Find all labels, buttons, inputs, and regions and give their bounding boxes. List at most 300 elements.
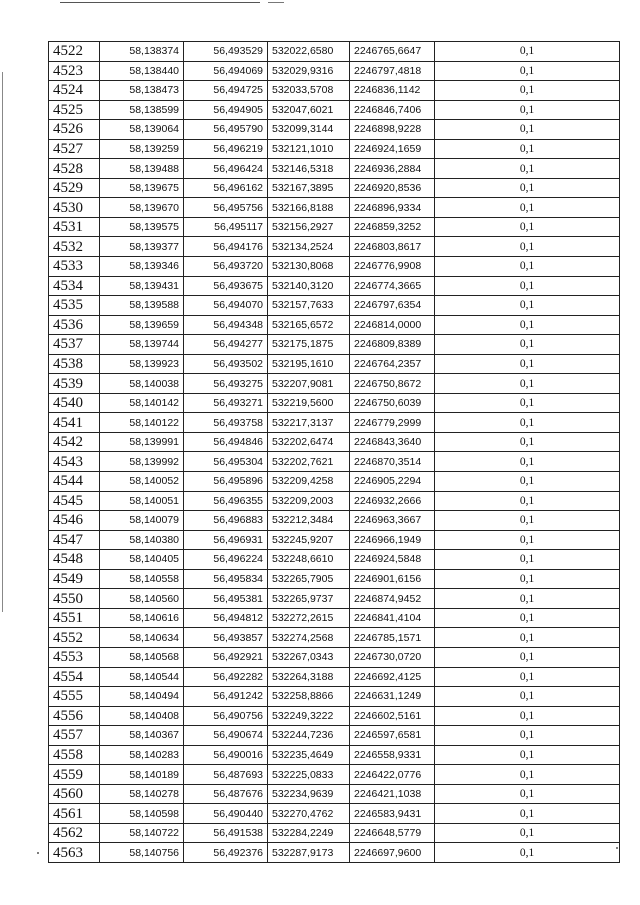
point-number-cell: 4532 <box>49 237 100 257</box>
point-number-cell: 4541 <box>49 413 100 433</box>
latitude-cell: 58,140756 <box>100 843 184 863</box>
table-row <box>49 491 620 511</box>
x-coordinate-cell: 532202,6474 <box>268 432 350 452</box>
table-row <box>49 784 620 804</box>
table-row <box>49 198 620 218</box>
accuracy-cell: 0,1 <box>435 628 620 648</box>
table-row <box>49 61 620 81</box>
longitude-cell: 56,492282 <box>184 667 268 687</box>
x-coordinate-cell: 532217,3137 <box>268 413 350 433</box>
point-number-cell: 4557 <box>49 726 100 746</box>
accuracy-cell: 0,1 <box>435 843 620 863</box>
table-row <box>49 100 620 120</box>
y-coordinate-cell: 2246836,1142 <box>350 81 435 101</box>
latitude-cell: 58,140278 <box>100 784 184 804</box>
latitude-cell: 58,140051 <box>100 491 184 511</box>
latitude-cell: 58,140283 <box>100 745 184 765</box>
latitude-cell: 58,140408 <box>100 706 184 726</box>
x-coordinate-cell: 532175,1875 <box>268 335 350 355</box>
latitude-cell: 58,140634 <box>100 628 184 648</box>
table-row <box>49 823 620 843</box>
point-number-cell: 4556 <box>49 706 100 726</box>
y-coordinate-cell: 2246697,9600 <box>350 843 435 863</box>
y-coordinate-cell: 2246803,8617 <box>350 237 435 257</box>
latitude-cell: 58,139659 <box>100 315 184 335</box>
latitude-cell: 58,139346 <box>100 257 184 277</box>
point-number-cell: 4539 <box>49 374 100 394</box>
table-row <box>49 354 620 374</box>
latitude-cell: 58,140598 <box>100 804 184 824</box>
accuracy-cell: 0,1 <box>435 276 620 296</box>
point-number-cell: 4561 <box>49 804 100 824</box>
y-coordinate-cell: 2246932,2666 <box>350 491 435 511</box>
accuracy-cell: 0,1 <box>435 315 620 335</box>
x-coordinate-cell: 532267,0343 <box>268 647 350 667</box>
latitude-cell: 58,140616 <box>100 608 184 628</box>
point-number-cell: 4530 <box>49 198 100 218</box>
point-number-cell: 4560 <box>49 784 100 804</box>
y-coordinate-cell: 2246814,0000 <box>350 315 435 335</box>
point-number-cell: 4559 <box>49 765 100 785</box>
x-coordinate-cell: 532245,9207 <box>268 530 350 550</box>
latitude-cell: 58,139675 <box>100 178 184 198</box>
accuracy-cell: 0,1 <box>435 61 620 81</box>
longitude-cell: 56,491242 <box>184 687 268 707</box>
longitude-cell: 56,493675 <box>184 276 268 296</box>
longitude-cell: 56,495896 <box>184 472 268 492</box>
latitude-cell: 58,139670 <box>100 198 184 218</box>
x-coordinate-cell: 532157,7633 <box>268 296 350 316</box>
latitude-cell: 58,139575 <box>100 217 184 237</box>
point-number-cell: 4549 <box>49 569 100 589</box>
table-row <box>49 726 620 746</box>
latitude-cell: 58,140405 <box>100 550 184 570</box>
point-number-cell: 4537 <box>49 335 100 355</box>
table-row <box>49 687 620 707</box>
longitude-cell: 56,494812 <box>184 608 268 628</box>
x-coordinate-cell: 532212,3484 <box>268 511 350 531</box>
point-number-cell: 4546 <box>49 511 100 531</box>
x-coordinate-cell: 532225,0833 <box>268 765 350 785</box>
latitude-cell: 58,138599 <box>100 100 184 120</box>
y-coordinate-cell: 2246936,2884 <box>350 159 435 179</box>
accuracy-cell: 0,1 <box>435 726 620 746</box>
accuracy-cell: 0,1 <box>435 491 620 511</box>
table-row <box>49 335 620 355</box>
x-coordinate-cell: 532167,3895 <box>268 178 350 198</box>
point-number-cell: 4529 <box>49 178 100 198</box>
latitude-cell: 58,140494 <box>100 687 184 707</box>
x-coordinate-cell: 532099,3144 <box>268 120 350 140</box>
scan-artifact-dash <box>268 2 284 3</box>
y-coordinate-cell: 2246785,1571 <box>350 628 435 648</box>
table-row <box>49 530 620 550</box>
table-row <box>49 276 620 296</box>
longitude-cell: 56,494070 <box>184 296 268 316</box>
y-coordinate-cell: 2246905,2294 <box>350 472 435 492</box>
y-coordinate-cell: 2246809,8389 <box>350 335 435 355</box>
table-row <box>49 217 620 237</box>
point-number-cell: 4554 <box>49 667 100 687</box>
x-coordinate-cell: 532134,2524 <box>268 237 350 257</box>
coordinates-table-body <box>49 42 620 863</box>
latitude-cell: 58,139377 <box>100 237 184 257</box>
point-number-cell: 4542 <box>49 432 100 452</box>
y-coordinate-cell: 2246648,5779 <box>350 823 435 843</box>
point-number-cell: 4555 <box>49 687 100 707</box>
x-coordinate-cell: 532140,3120 <box>268 276 350 296</box>
longitude-cell: 56,490440 <box>184 804 268 824</box>
accuracy-cell: 0,1 <box>435 81 620 101</box>
y-coordinate-cell: 2246750,6039 <box>350 393 435 413</box>
longitude-cell: 56,495834 <box>184 569 268 589</box>
table-row <box>49 413 620 433</box>
x-coordinate-cell: 532202,7621 <box>268 452 350 472</box>
latitude-cell: 58,139744 <box>100 335 184 355</box>
longitude-cell: 56,493271 <box>184 393 268 413</box>
table-row <box>49 589 620 609</box>
table-row <box>49 511 620 531</box>
table-row <box>49 178 620 198</box>
x-coordinate-cell: 532249,3222 <box>268 706 350 726</box>
latitude-cell: 58,139588 <box>100 296 184 316</box>
accuracy-cell: 0,1 <box>435 139 620 159</box>
latitude-cell: 58,140189 <box>100 765 184 785</box>
x-coordinate-cell: 532234,9639 <box>268 784 350 804</box>
latitude-cell: 58,140380 <box>100 530 184 550</box>
y-coordinate-cell: 2246776,9908 <box>350 257 435 277</box>
longitude-cell: 56,490016 <box>184 745 268 765</box>
accuracy-cell: 0,1 <box>435 120 620 140</box>
longitude-cell: 56,493857 <box>184 628 268 648</box>
y-coordinate-cell: 2246870,3514 <box>350 452 435 472</box>
longitude-cell: 56,496355 <box>184 491 268 511</box>
accuracy-cell: 0,1 <box>435 335 620 355</box>
y-coordinate-cell: 2246966,1949 <box>350 530 435 550</box>
y-coordinate-cell: 2246631,1249 <box>350 687 435 707</box>
longitude-cell: 56,487693 <box>184 765 268 785</box>
table-row <box>49 452 620 472</box>
y-coordinate-cell: 2246841,4104 <box>350 608 435 628</box>
coordinates-table <box>48 41 620 863</box>
point-number-cell: 4552 <box>49 628 100 648</box>
table-row <box>49 237 620 257</box>
table-row <box>49 81 620 101</box>
y-coordinate-cell: 2246422,0776 <box>350 765 435 785</box>
longitude-cell: 56,496424 <box>184 159 268 179</box>
accuracy-cell: 0,1 <box>435 452 620 472</box>
y-coordinate-cell: 2246774,3665 <box>350 276 435 296</box>
point-number-cell: 4525 <box>49 100 100 120</box>
y-coordinate-cell: 2246924,5848 <box>350 550 435 570</box>
latitude-cell: 58,139064 <box>100 120 184 140</box>
latitude-cell: 58,140722 <box>100 823 184 843</box>
y-coordinate-cell: 2246692,4125 <box>350 667 435 687</box>
point-number-cell: 4563 <box>49 843 100 863</box>
y-coordinate-cell: 2246765,6647 <box>350 42 435 62</box>
longitude-cell: 56,496883 <box>184 511 268 531</box>
table-row <box>49 628 620 648</box>
point-number-cell: 4524 <box>49 81 100 101</box>
x-coordinate-cell: 532156,2927 <box>268 217 350 237</box>
table-row <box>49 647 620 667</box>
accuracy-cell: 0,1 <box>435 257 620 277</box>
x-coordinate-cell: 532195,1610 <box>268 354 350 374</box>
x-coordinate-cell: 532248,6610 <box>268 550 350 570</box>
latitude-cell: 58,140052 <box>100 472 184 492</box>
point-number-cell: 4531 <box>49 217 100 237</box>
y-coordinate-cell: 2246920,8536 <box>350 178 435 198</box>
y-coordinate-cell: 2246896,9334 <box>350 198 435 218</box>
accuracy-cell: 0,1 <box>435 374 620 394</box>
table-row <box>49 472 620 492</box>
x-coordinate-cell: 532284,2249 <box>268 823 350 843</box>
longitude-cell: 56,493758 <box>184 413 268 433</box>
latitude-cell: 58,139259 <box>100 139 184 159</box>
table-row <box>49 765 620 785</box>
y-coordinate-cell: 2246583,9431 <box>350 804 435 824</box>
point-number-cell: 4543 <box>49 452 100 472</box>
longitude-cell: 56,494846 <box>184 432 268 452</box>
accuracy-cell: 0,1 <box>435 608 620 628</box>
table-row <box>49 315 620 335</box>
point-number-cell: 4540 <box>49 393 100 413</box>
x-coordinate-cell: 532265,7905 <box>268 569 350 589</box>
point-number-cell: 4551 <box>49 608 100 628</box>
point-number-cell: 4533 <box>49 257 100 277</box>
point-number-cell: 4550 <box>49 589 100 609</box>
point-number-cell: 4547 <box>49 530 100 550</box>
scan-speck <box>37 852 39 854</box>
y-coordinate-cell: 2246421,1038 <box>350 784 435 804</box>
x-coordinate-cell: 532272,2615 <box>268 608 350 628</box>
x-coordinate-cell: 532209,4258 <box>268 472 350 492</box>
accuracy-cell: 0,1 <box>435 100 620 120</box>
x-coordinate-cell: 532146,5318 <box>268 159 350 179</box>
accuracy-cell: 0,1 <box>435 784 620 804</box>
x-coordinate-cell: 532209,2003 <box>268 491 350 511</box>
longitude-cell: 56,496219 <box>184 139 268 159</box>
longitude-cell: 56,493275 <box>184 374 268 394</box>
longitude-cell: 56,494725 <box>184 81 268 101</box>
latitude-cell: 58,139923 <box>100 354 184 374</box>
point-number-cell: 4545 <box>49 491 100 511</box>
point-number-cell: 4528 <box>49 159 100 179</box>
longitude-cell: 56,493720 <box>184 257 268 277</box>
table-row <box>49 139 620 159</box>
accuracy-cell: 0,1 <box>435 550 620 570</box>
scan-artifact-edge <box>2 72 3 612</box>
longitude-cell: 56,496931 <box>184 530 268 550</box>
longitude-cell: 56,495756 <box>184 198 268 218</box>
accuracy-cell: 0,1 <box>435 354 620 374</box>
accuracy-cell: 0,1 <box>435 413 620 433</box>
accuracy-cell: 0,1 <box>435 804 620 824</box>
x-coordinate-cell: 532166,8188 <box>268 198 350 218</box>
accuracy-cell: 0,1 <box>435 393 620 413</box>
latitude-cell: 58,140568 <box>100 647 184 667</box>
x-coordinate-cell: 532029,9316 <box>268 61 350 81</box>
x-coordinate-cell: 532264,3188 <box>268 667 350 687</box>
latitude-cell: 58,140142 <box>100 393 184 413</box>
longitude-cell: 56,495117 <box>184 217 268 237</box>
accuracy-cell: 0,1 <box>435 198 620 218</box>
y-coordinate-cell: 2246924,1659 <box>350 139 435 159</box>
table-row <box>49 120 620 140</box>
latitude-cell: 58,138440 <box>100 61 184 81</box>
longitude-cell: 56,495304 <box>184 452 268 472</box>
table-row <box>49 745 620 765</box>
longitude-cell: 56,496162 <box>184 178 268 198</box>
y-coordinate-cell: 2246797,6354 <box>350 296 435 316</box>
longitude-cell: 56,493529 <box>184 42 268 62</box>
table-row <box>49 42 620 62</box>
longitude-cell: 56,496224 <box>184 550 268 570</box>
longitude-cell: 56,493502 <box>184 354 268 374</box>
accuracy-cell: 0,1 <box>435 237 620 257</box>
x-coordinate-cell: 532265,9737 <box>268 589 350 609</box>
table-row <box>49 667 620 687</box>
x-coordinate-cell: 532270,4762 <box>268 804 350 824</box>
longitude-cell: 56,494905 <box>184 100 268 120</box>
longitude-cell: 56,490756 <box>184 706 268 726</box>
accuracy-cell: 0,1 <box>435 296 620 316</box>
accuracy-cell: 0,1 <box>435 687 620 707</box>
point-number-cell: 4534 <box>49 276 100 296</box>
table-row <box>49 393 620 413</box>
accuracy-cell: 0,1 <box>435 745 620 765</box>
accuracy-cell: 0,1 <box>435 472 620 492</box>
x-coordinate-cell: 532219,5600 <box>268 393 350 413</box>
table-row <box>49 550 620 570</box>
point-number-cell: 4562 <box>49 823 100 843</box>
longitude-cell: 56,494277 <box>184 335 268 355</box>
longitude-cell: 56,490674 <box>184 726 268 746</box>
table-row <box>49 706 620 726</box>
y-coordinate-cell: 2246779,2999 <box>350 413 435 433</box>
accuracy-cell: 0,1 <box>435 589 620 609</box>
accuracy-cell: 0,1 <box>435 159 620 179</box>
point-number-cell: 4558 <box>49 745 100 765</box>
x-coordinate-cell: 532244,7236 <box>268 726 350 746</box>
longitude-cell: 56,494176 <box>184 237 268 257</box>
point-number-cell: 4536 <box>49 315 100 335</box>
table-row <box>49 432 620 452</box>
x-coordinate-cell: 532165,6572 <box>268 315 350 335</box>
latitude-cell: 58,138374 <box>100 42 184 62</box>
accuracy-cell: 0,1 <box>435 217 620 237</box>
latitude-cell: 58,138473 <box>100 81 184 101</box>
x-coordinate-cell: 532207,9081 <box>268 374 350 394</box>
x-coordinate-cell: 532130,8068 <box>268 257 350 277</box>
y-coordinate-cell: 2246602,5161 <box>350 706 435 726</box>
accuracy-cell: 0,1 <box>435 765 620 785</box>
accuracy-cell: 0,1 <box>435 530 620 550</box>
x-coordinate-cell: 532287,9173 <box>268 843 350 863</box>
y-coordinate-cell: 2246901,6156 <box>350 569 435 589</box>
point-number-cell: 4523 <box>49 61 100 81</box>
latitude-cell: 58,140122 <box>100 413 184 433</box>
x-coordinate-cell: 532235,4649 <box>268 745 350 765</box>
latitude-cell: 58,140367 <box>100 726 184 746</box>
table-row <box>49 257 620 277</box>
table-row <box>49 159 620 179</box>
longitude-cell: 56,495790 <box>184 120 268 140</box>
latitude-cell: 58,140544 <box>100 667 184 687</box>
x-coordinate-cell: 532033,5708 <box>268 81 350 101</box>
latitude-cell: 58,140560 <box>100 589 184 609</box>
accuracy-cell: 0,1 <box>435 667 620 687</box>
accuracy-cell: 0,1 <box>435 647 620 667</box>
point-number-cell: 4544 <box>49 472 100 492</box>
latitude-cell: 58,139431 <box>100 276 184 296</box>
y-coordinate-cell: 2246874,9452 <box>350 589 435 609</box>
longitude-cell: 56,491538 <box>184 823 268 843</box>
accuracy-cell: 0,1 <box>435 569 620 589</box>
accuracy-cell: 0,1 <box>435 511 620 531</box>
latitude-cell: 58,140079 <box>100 511 184 531</box>
y-coordinate-cell: 2246558,9331 <box>350 745 435 765</box>
y-coordinate-cell: 2246898,9228 <box>350 120 435 140</box>
y-coordinate-cell: 2246843,3640 <box>350 432 435 452</box>
y-coordinate-cell: 2246963,3667 <box>350 511 435 531</box>
x-coordinate-cell: 532274,2568 <box>268 628 350 648</box>
x-coordinate-cell: 532258,8866 <box>268 687 350 707</box>
accuracy-cell: 0,1 <box>435 823 620 843</box>
x-coordinate-cell: 532121,1010 <box>268 139 350 159</box>
table-row <box>49 804 620 824</box>
table-row <box>49 374 620 394</box>
y-coordinate-cell: 2246797,4818 <box>350 61 435 81</box>
y-coordinate-cell: 2246859,3252 <box>350 217 435 237</box>
latitude-cell: 58,140038 <box>100 374 184 394</box>
table-row <box>49 296 620 316</box>
x-coordinate-cell: 532022,6580 <box>268 42 350 62</box>
accuracy-cell: 0,1 <box>435 432 620 452</box>
latitude-cell: 58,139992 <box>100 452 184 472</box>
scan-artifact-line <box>60 2 260 3</box>
longitude-cell: 56,494069 <box>184 61 268 81</box>
longitude-cell: 56,492921 <box>184 647 268 667</box>
point-number-cell: 4553 <box>49 647 100 667</box>
point-number-cell: 4527 <box>49 139 100 159</box>
y-coordinate-cell: 2246597,6581 <box>350 726 435 746</box>
accuracy-cell: 0,1 <box>435 42 620 62</box>
y-coordinate-cell: 2246750,8672 <box>350 374 435 394</box>
longitude-cell: 56,495381 <box>184 589 268 609</box>
x-coordinate-cell: 532047,6021 <box>268 100 350 120</box>
latitude-cell: 58,140558 <box>100 569 184 589</box>
longitude-cell: 56,492376 <box>184 843 268 863</box>
table-row <box>49 608 620 628</box>
y-coordinate-cell: 2246730,0720 <box>350 647 435 667</box>
point-number-cell: 4535 <box>49 296 100 316</box>
y-coordinate-cell: 2246764,2357 <box>350 354 435 374</box>
latitude-cell: 58,139991 <box>100 432 184 452</box>
table-row <box>49 843 620 863</box>
latitude-cell: 58,139488 <box>100 159 184 179</box>
longitude-cell: 56,494348 <box>184 315 268 335</box>
point-number-cell: 4522 <box>49 42 100 62</box>
point-number-cell: 4548 <box>49 550 100 570</box>
point-number-cell: 4526 <box>49 120 100 140</box>
point-number-cell: 4538 <box>49 354 100 374</box>
table-row <box>49 569 620 589</box>
accuracy-cell: 0,1 <box>435 178 620 198</box>
longitude-cell: 56,487676 <box>184 784 268 804</box>
accuracy-cell: 0,1 <box>435 706 620 726</box>
y-coordinate-cell: 2246846,7406 <box>350 100 435 120</box>
